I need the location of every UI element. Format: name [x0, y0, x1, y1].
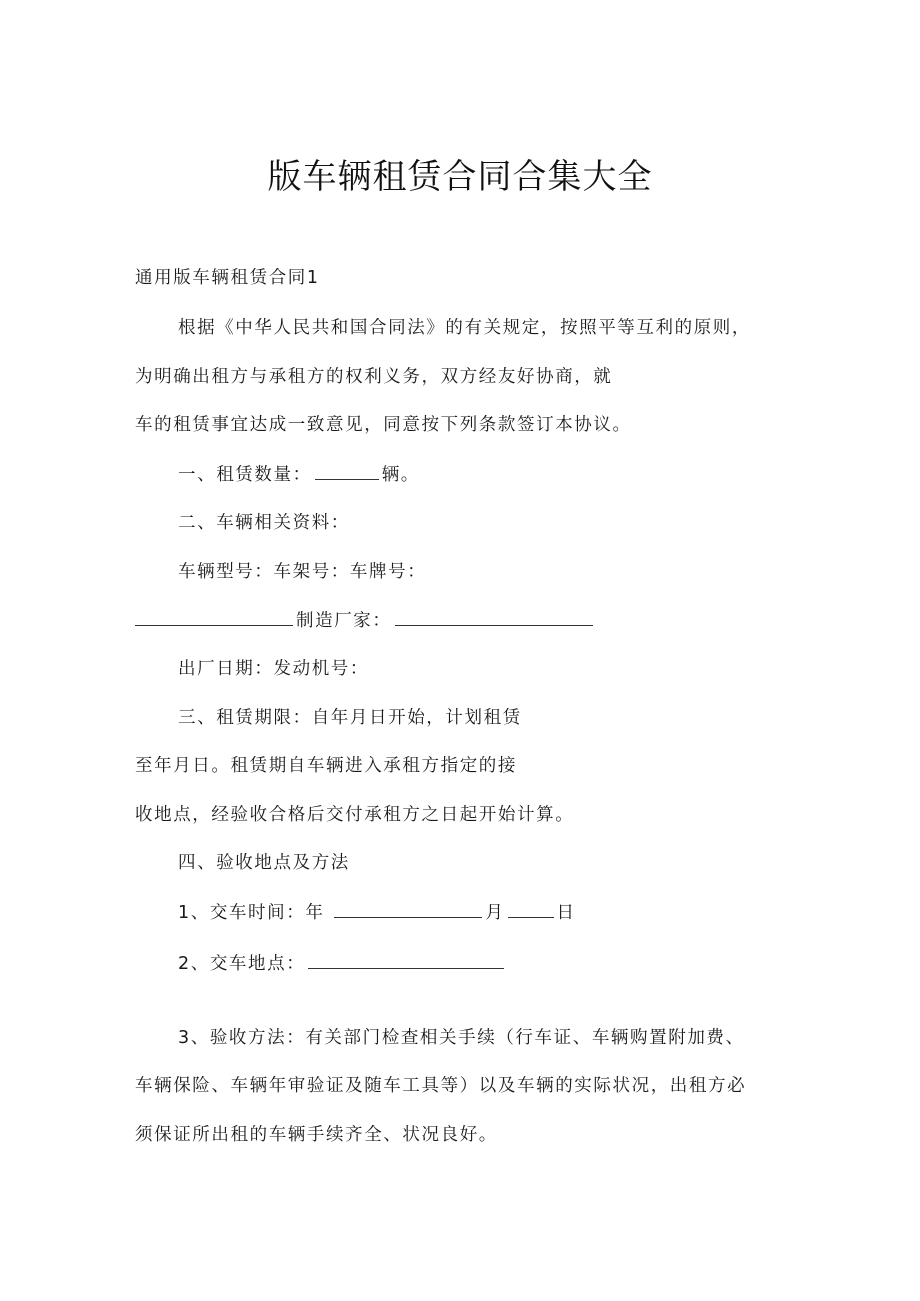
manufacturer-line: [135, 607, 596, 634]
month-blank: [508, 899, 554, 918]
delivery-place-line: [178, 950, 507, 977]
document-title: 版车辆租赁合同合集大全: [267, 157, 653, 197]
model-fill-blank: [135, 607, 293, 626]
day-label: 日: [556, 903, 576, 923]
inspection-method-line-3: 须保证所出租的车辆手续齐全、状况良好。: [135, 1125, 498, 1145]
item3-line-3: 收地点，经验收合格后交付承租方之日起开始计算。: [135, 805, 575, 825]
inspection-method-line-2: 车辆保险、车辆年审验证及随车工具等）以及车辆的实际状况，出租方必: [135, 1076, 747, 1096]
quantity-blank: [315, 461, 379, 480]
item1-unit: 辆。: [381, 465, 420, 485]
item2-heading: 二、车辆相关资料：: [178, 513, 350, 533]
delivery-time-line: [178, 899, 576, 926]
intro-line-2: 为明确出租方与承租方的权利义务，双方经友好协商，就: [135, 367, 613, 387]
item1-label: 一、租赁数量：: [178, 465, 312, 485]
place-blank: [308, 950, 504, 969]
delivery-time-label: 1、交车时间：年: [178, 903, 325, 923]
item1-rental-quantity: [178, 461, 420, 488]
item4-heading: 四、验收地点及方法: [178, 853, 350, 873]
item3-line-2: 至年月日。租赁期自车辆进入承租方指定的接: [135, 756, 517, 776]
manufacturer-label: 制造厂家：: [296, 611, 392, 631]
delivery-place-label: 2、交车地点：: [178, 954, 306, 974]
vehicle-model-line: 车辆型号：车架号：车牌号：: [178, 562, 427, 582]
item3-line-1: 三、租赁期限：自年月日开始，计划租赁: [178, 708, 522, 728]
production-date-line: 出厂日期：发动机号：: [178, 659, 369, 679]
section-heading: 通用版车辆租赁合同1: [135, 268, 320, 288]
manufacturer-blank: [395, 607, 593, 626]
intro-line-1: 根据《中华人民共和国合同法》的有关规定，按照平等互利的原则，: [178, 318, 751, 338]
intro-line-3: 车的租赁事宜达成一致意见，同意按下列条款签订本协议。: [135, 415, 632, 435]
year-blank: [334, 899, 482, 918]
inspection-method-line-1: 3、验收方法：有关部门检查相关手续（行车证、车辆购置附加费、: [178, 1028, 745, 1048]
month-label: 月: [485, 903, 505, 923]
